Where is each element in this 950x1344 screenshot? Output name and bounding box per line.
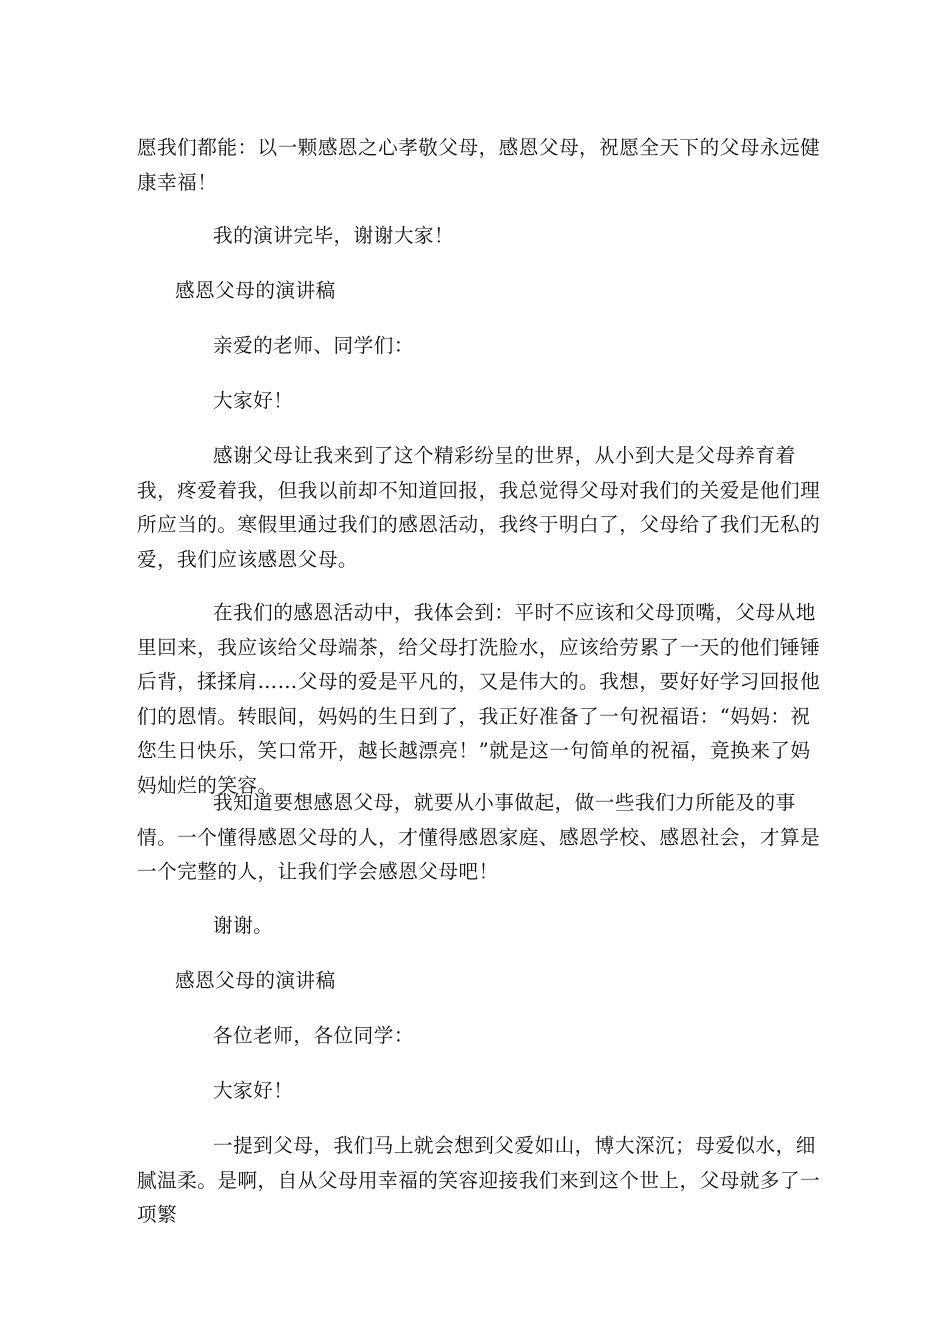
paragraph-closing-wish: 愿我们都能：以一颗感恩之心孝敬父母，感恩父母，祝愿全天下的父母永远健康幸福！ (137, 136, 821, 194)
paragraph-thanks: 谢谢。 (213, 914, 274, 937)
paragraph-greeting-2: 各位老师，各位同学： (213, 1024, 414, 1047)
section-heading-2: 感恩父母的演讲稿 (175, 969, 336, 992)
paragraph-gratitude: 感谢父母让我来到了这个精彩纷呈的世界，从小到大是父母养育着我，疼爱着我，但我以前却不知道回报，我总觉得父母对我们的关爱是他们理所应当的。寒假里通过我们的感恩活动，我终于明白了，父母给了我们无私的爱，我们应该感恩父母。 (137, 444, 821, 571)
paragraph-speech-end: 我的演讲完毕，谢谢大家！ (213, 224, 455, 247)
paragraph-hello-1: 大家好！ (213, 389, 294, 412)
paragraph-greeting-1: 亲爱的老师、同学们： (213, 334, 414, 357)
paragraph-hello-2: 大家好！ (213, 1079, 294, 1102)
paragraph-parents-love: 一提到父母，我们马上就会想到父爱如山，博大深沉；母爱似水，细腻温柔。是啊，自从父母用幸福的笑容迎接我们来到这个世上，父母就多了一项繁 (137, 1134, 821, 1226)
section-heading-1: 感恩父母的演讲稿 (175, 279, 336, 302)
paragraph-activity: 在我们的感恩活动中，我体会到：平时不应该和父母顶嘴，父母从地里回来，我应该给父母端茶，给父母打洗脸水，应该给劳累了一天的他们锤锤后背，揉揉肩……父母的爱是平凡的，又是伟大的。我想，要好好学习回报他们的恩情。转眼间，妈妈的生日到了，我正好准备了一句祝福语：“妈妈：祝您生日快乐，笑口常开，越长越漂亮！”就是这一句简单的祝福，竟换来了妈妈灿烂的笑容。 (137, 601, 821, 797)
paragraph-small-things: 我知道要想感恩父母，就要从小事做起，做一些我们力所能及的事情。一个懂得感恩父母的人，才懂得感恩家庭、感恩学校、感恩社会，才算是一个完整的人，让我们学会感恩父母吧！ (137, 791, 821, 883)
